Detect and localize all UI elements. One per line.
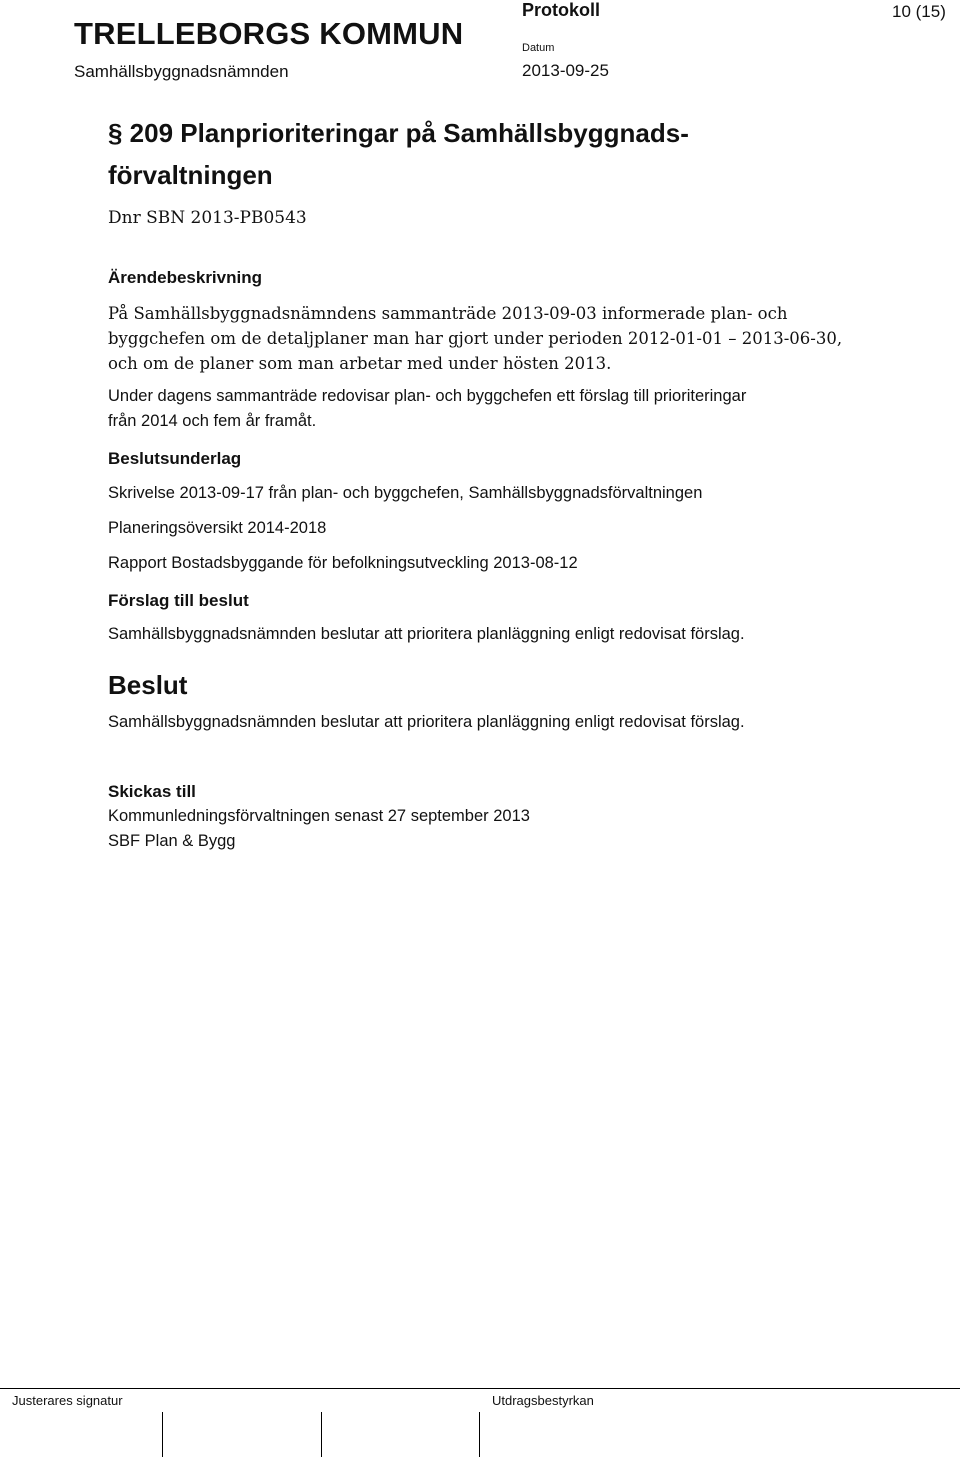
description-paragraph-1-line: På Samhällsbyggnadsnämndens sammanträde 2013-09-03 informerade plan- och: [108, 304, 788, 323]
department-name: Samhällsbyggnadsnämnden: [74, 62, 289, 81]
proposal-heading: Förslag till beslut: [108, 591, 249, 610]
decision-text: Samhällsbyggnadsnämnden beslutar att prioritera planläggning enligt redovisat förslag.: [108, 713, 745, 731]
organization-name: TRELLEBORGS KOMMUN: [74, 16, 464, 51]
signature-box-divider: [479, 1412, 480, 1457]
section-title: [108, 112, 888, 196]
basis-heading: Beslutsunderlag: [108, 449, 242, 468]
document-date: 2013-09-25: [522, 61, 609, 80]
decision-heading: Beslut: [108, 670, 188, 700]
footer-divider: [0, 1388, 960, 1389]
signature-label: Justerares signatur: [12, 1393, 123, 1408]
page-number: 10 (15): [892, 2, 946, 21]
signature-box-divider: [321, 1412, 322, 1457]
description-paragraph-2-line: från 2014 och fem år framåt.: [108, 412, 317, 430]
case-reference: Dnr SBN 2013-PB0543: [108, 208, 307, 228]
description-paragraph-2-line: Under dagens sammanträde redovisar plan- och byggchefen ett förslag till prioriteringar: [108, 387, 747, 405]
send-to-recipient: SBF Plan & Bygg: [108, 832, 236, 850]
document-type: Protokoll: [522, 0, 601, 20]
proposal-text: Samhällsbyggnadsnämnden beslutar att prioritera planläggning enligt redovisat förslag.: [108, 625, 745, 643]
signature-box-divider: [162, 1412, 163, 1457]
description-paragraph-1-line: byggchefen om de detaljplaner man har gjort under perioden 2012-01-01 – 2013-06-30,: [108, 329, 843, 348]
basis-item: Planeringsöversikt 2014-2018: [108, 519, 327, 537]
section-title-line-1: § 209 Planprioriteringar på Samhällsbyggnads-: [108, 118, 689, 148]
certification-label: Utdragsbestyrkan: [492, 1393, 594, 1408]
section-title-line-2: förvaltningen: [108, 160, 273, 190]
description-heading: Ärendebeskrivning: [108, 268, 262, 287]
date-label: Datum: [522, 42, 555, 54]
send-to-recipient: Kommunledningsförvaltningen senast 27 september 2013: [108, 807, 530, 825]
basis-item: Skrivelse 2013-09-17 från plan- och byggchefen, Samhällsbyggnadsförvaltningen: [108, 484, 703, 502]
basis-item: Rapport Bostadsbyggande för befolkningsutveckling 2013-08-12: [108, 554, 578, 572]
description-paragraph-1-line: och om de planer som man arbetar med under hösten 2013.: [108, 354, 612, 373]
send-to-heading: Skickas till: [108, 782, 196, 801]
